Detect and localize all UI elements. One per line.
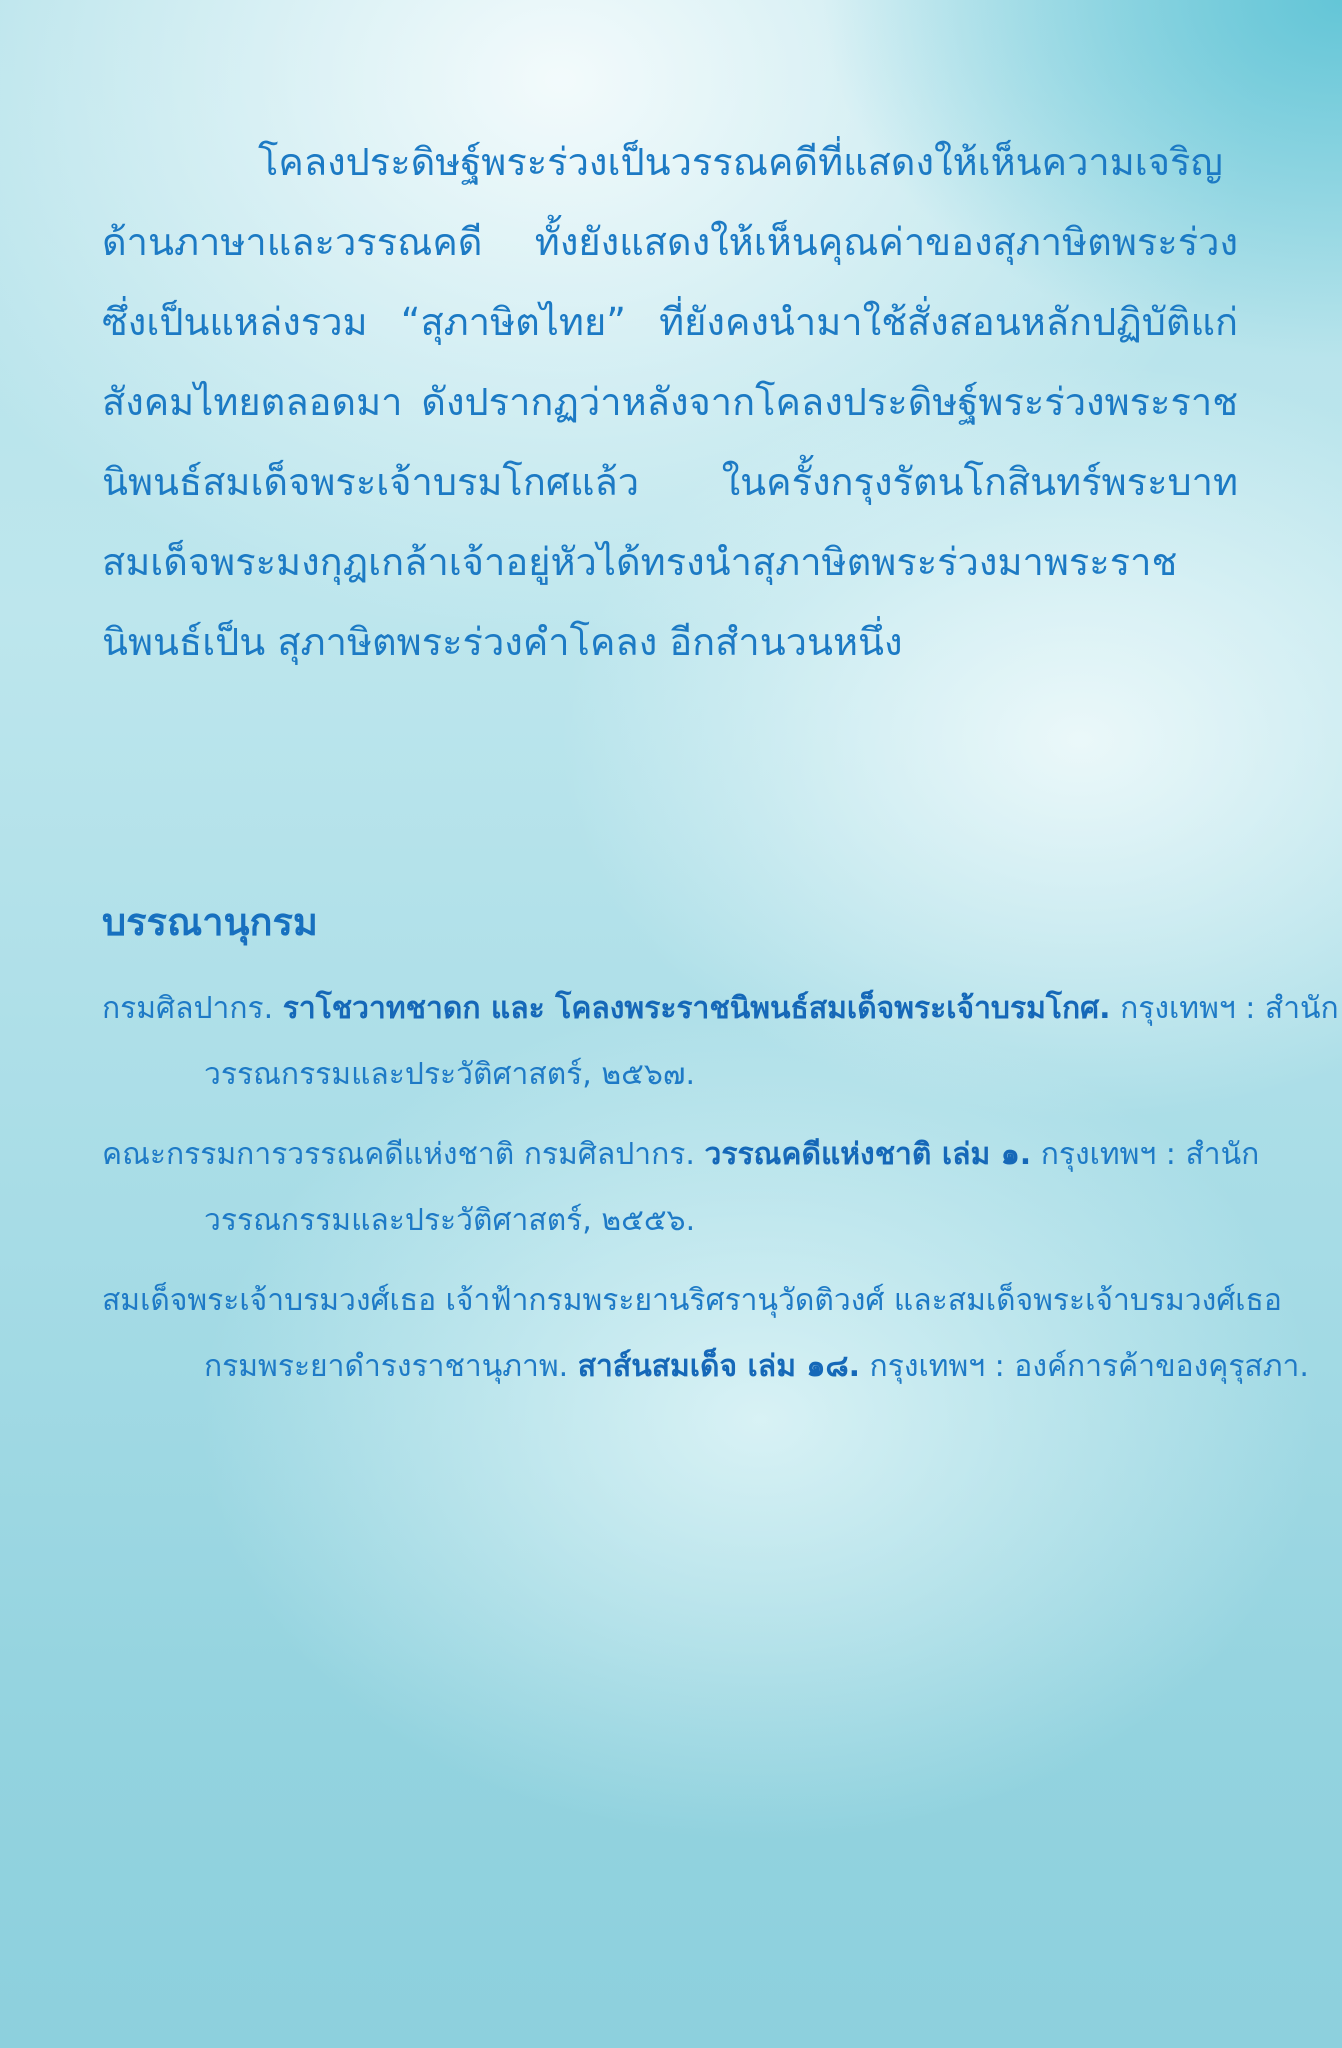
entry-work-title: วรรณคดีแห่งชาติ เล่ม ๑. [704, 1137, 1032, 1172]
bibliography-entry [102, 1268, 1340, 1400]
bibliography-entry [102, 976, 1340, 1108]
entry-author: กรมศิลปากร. [102, 991, 274, 1026]
bibliography-entry [102, 1122, 1340, 1254]
entry-publication: กรุงเทพฯ : สำนักวรรณกรรมและประวัติศาสตร์, ๒๕๖๗. [204, 991, 1339, 1092]
entry-publication: กรุงเทพฯ : องค์การค้าของคุรุสภา. [869, 1349, 1309, 1384]
entry-work-title: ราโชวาทชาดก และ โคลงพระราชนิพนธ์สมเด็จพระเจ้าบรมโกศ. [282, 991, 1111, 1026]
entry-work-title: สาส์นสมเด็จ เล่ม ๑๘. [577, 1349, 860, 1384]
entry-author: สมเด็จพระเจ้าบรมวงศ์เธอ เจ้าฟ้ากรมพระยานริศรานุวัดติวงศ์ และสมเด็จพระเจ้าบรมวงศ์เธอ กรมพระยาดำรงราชานุภาพ. [102, 1283, 1282, 1384]
intro-paragraph: โคลงประดิษฐ์พระร่วงเป็นวรรณคดีที่แสดงให้เห็นความเจริญด้านภาษาและวรรณคดี ทั้งยังแสดงให้เห็นคุณค่าของสุภาษิตพระร่วงซึ่งเป็นแหล่งรวม “สุภาษิตไทย” ที่ยังคงนำมาใช้สั่งสอนหลักปฏิบัติแก่สังคมไทยตลอดมา ดังปรากฏว่าหลังจากโคลงประดิษฐ์พระร่วงพระราชนิพนธ์สมเด็จพระเจ้าบรมโกศแล้ว ในครั้งกรุงรัตนโกสินทร์พระบาทสมเด็จพระมงกุฎเกล้าเจ้าอยู่หัวได้ทรงนำสุภาษิตพระร่วงมาพระราชนิพนธ์เป็น สุภาษิตพระร่วงคำโคลง อีกสำนวนหนึ่ง [102, 140, 1238, 664]
bibliography-heading: บรรณานุกรม [102, 900, 318, 944]
entry-publication: กรุงเทพฯ : สำนักวรรณกรรมและประวัติศาสตร์, ๒๕๕๖. [204, 1137, 1260, 1238]
entry-author: คณะกรรมการวรรณคดีแห่งชาติ กรมศิลปากร. [102, 1137, 695, 1172]
